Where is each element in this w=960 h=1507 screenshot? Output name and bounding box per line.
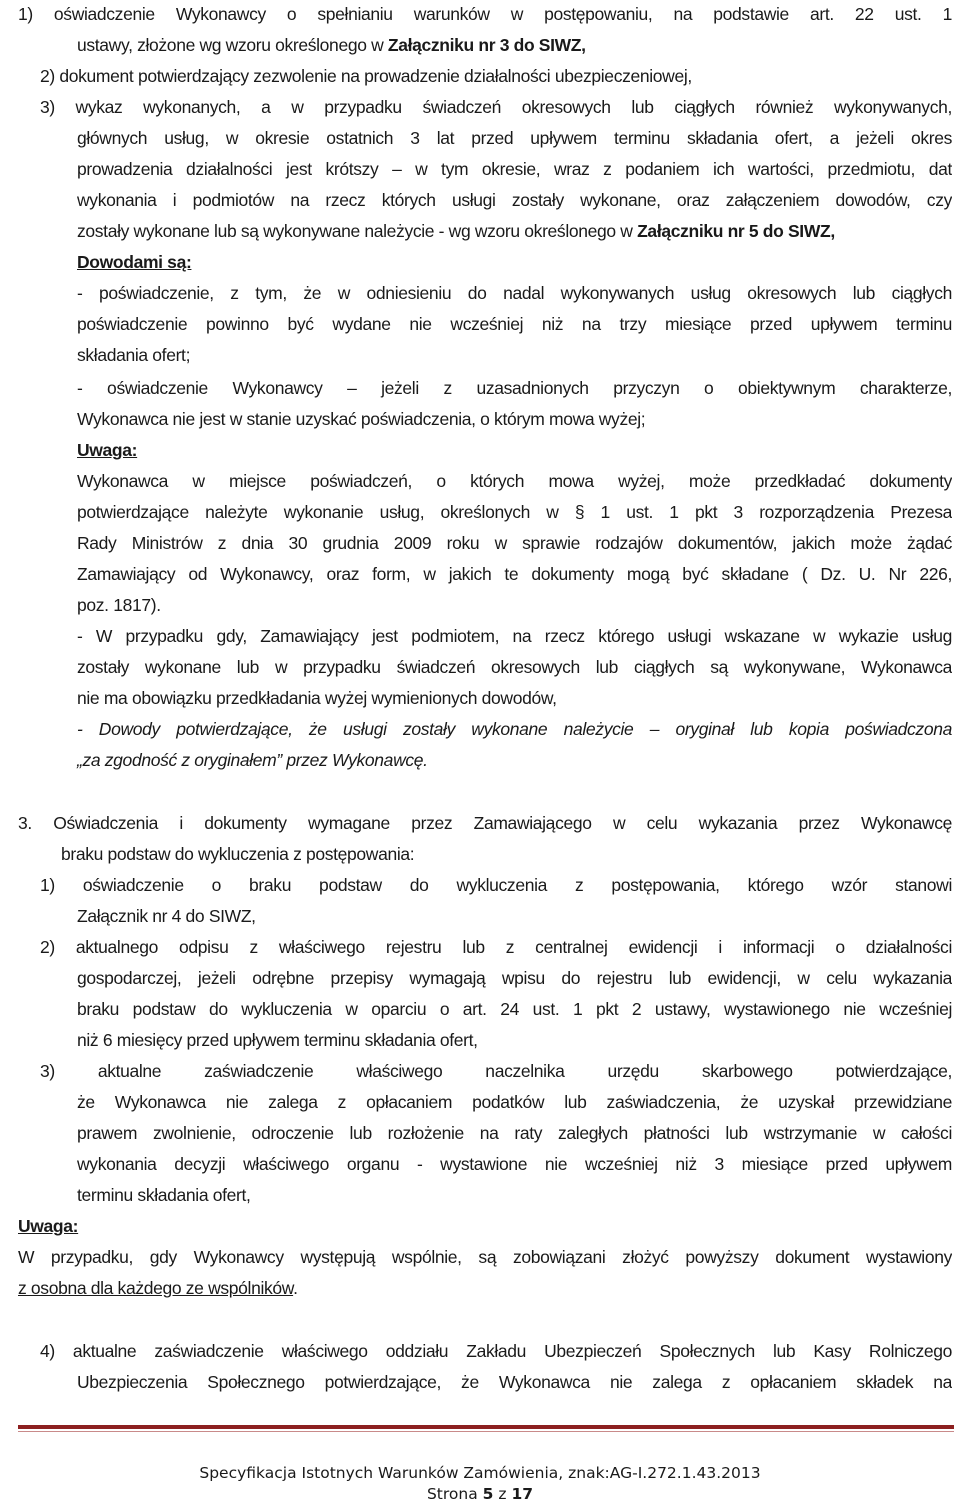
text-line: niż 6 miesięcy przed upływem terminu składania ofert, [77,1030,478,1050]
text-line: Załącznik nr 4 do SIWZ, [77,906,256,926]
text-line: składania ofert; [77,345,191,365]
text-line: nie ma obowiązku przedkładania wyżej wymienionych dowodów, [77,688,557,708]
section-heading: Dowodami są: [77,252,192,272]
footer-page-number: Strona 5 z 17 [426,1485,534,1503]
text-line: zostały wykonane lub są wykonywane należycie - wg wzoru określonego w Załączniku nr 5 do SIWZ, [77,221,835,241]
text-line: braku podstaw do wykluczenia w oparciu o art. 24 ust. 1 pkt 2 ustawy, wystawionego nie wcześniej [77,999,952,1019]
text-line: Wykonawca nie jest w stanie uzyskać poświadczenia, o którym mowa wyżej; [77,409,646,429]
text-line: 4) aktualne zaświadczenie właściwego oddziału Zakładu Ubezpieczeń Społecznych lub Kasy Rolniczego [40,1341,952,1361]
text-line: 1) oświadczenie Wykonawcy o spełnianiu warunków w postępowaniu, na podstawie art. 22 ust. 1 [18,4,952,24]
note-heading: Uwaga: [18,1216,79,1236]
text-line: - oświadczenie Wykonawcy – jeżeli z uzasadnionych przyczyn o obiektywnym charakterze, [77,378,952,398]
text-line: poz. 1817). [77,595,161,615]
text-line: 2) dokument potwierdzający zezwolenie na prowadzenie działalności ubezpieczeniowej, [40,66,692,86]
footer-title: Specyfikacja Istotnych Warunków Zamówienia, znak:AG-I.272.1.43.2013 [199,1464,761,1482]
text-line: 2) aktualnego odpisu z właściwego rejestru lub z centralnej ewidencji i informacji o działalności [40,937,952,957]
text-line: 1) oświadczenie o braku podstaw do wykluczenia z postępowania, którego wzór stanowi [40,875,952,895]
text-line: poświadczenie powinno być wydane nie wcześniej niż na trzy miesiące przed upływem terminu [77,314,952,334]
section-3-heading: 3. Oświadczenia i dokumenty wymagane przez Zamawiającego w celu wykazania przez Wykonawcę [18,813,952,833]
text-line: - Dowody potwierdzające, że usługi zostały wykonane należycie – oryginał lub kopia poświadczona [77,719,952,739]
footer-rule [18,1425,954,1429]
text-line: Zamawiający od Wykonawcy, oraz form, w jakich te dokumenty mogą być składane ( Dz. U. Nr 226, [77,564,952,584]
text-line: 3) aktualne zaświadczenie właściwego naczelnika urzędu skarbowego potwierdzające, [40,1061,952,1081]
text-line: 3) wykaz wykonanych, a w przypadku świadczeń okresowych lub ciągłych również wykonywanych, [40,97,952,117]
text-line: braku podstaw do wykluczenia z postępowania: [61,844,415,864]
text-line: ustawy, złożone wg wzoru określonego w Załączniku nr 3 do SIWZ, [77,35,586,55]
text-line: gospodarczej, jeżeli odrębne przepisy wymagają wpisu do rejestru lub ewidencji, w celu wykazania [77,968,952,988]
text-line: - W przypadku gdy, Zamawiający jest podmiotem, na rzecz którego usługi wskazane w wykazie usług [77,626,952,646]
text-line: potwierdzające należyte wykonanie usług, określonych w § 1 ust. 1 pkt 3 rozporządzenia Prezesa [77,502,952,522]
text-line: prowadzenia działalności jest krótszy – w tym okresie, wraz z podaniem ich wartości, przedmiotu, dat [77,159,952,179]
text-line: Rady Ministrów z dnia 30 grudnia 2009 roku w sprawie rodzajów dokumentów, jakich może żądać [77,533,952,553]
text-line: wykonania i podmiotów na rzecz których usługi zostały wykonane, oraz załączeniem dowodów, czy [77,190,952,210]
footer-rule-thin [18,1431,954,1432]
text-line: zostały wykonane lub w przypadku świadczeń okresowych lub ciągłych są wykonywane, Wykonawca [77,657,952,677]
text-line: głównych usług, w okresie ostatnich 3 lat przed upływem terminu składania ofert, a jeżeli okres [77,128,952,148]
text-line: wykonania decyzji właściwego organu - wystawione nie wcześniej niż 3 miesiące przed upływem [77,1154,952,1174]
note-heading: Uwaga: [77,440,138,460]
text-line: - poświadczenie, z tym, że w odniesieniu do nadal wykonywanych usług okresowych lub ciągłych [77,283,952,303]
text-line: W przypadku, gdy Wykonawcy występują wspólnie, są zobowiązani złożyć powyższy dokument wystawiony [18,1247,952,1267]
text-line: Ubezpieczenia Społecznego potwierdzające, że Wykonawca nie zalega z opłacaniem składek na [77,1372,952,1392]
text-line: prawem zwolnienie, odroczenie lub rozłożenie na raty zaległych płatności lub wstrzymanie w całości [77,1123,952,1143]
text-line: z osobna dla każdego ze wspólników. [18,1278,298,1298]
text-line: że Wykonawca nie zalega z opłacaniem podatków lub zaświadczenia, że uzyskał przewidziane [77,1092,952,1112]
text-line: „za zgodność z oryginałem” przez Wykonawcę. [77,750,428,770]
text-line: terminu składania ofert, [77,1185,251,1205]
text-line: Wykonawca w miejsce poświadczeń, o których mowa wyżej, może przedkładać dokumenty [77,471,952,491]
